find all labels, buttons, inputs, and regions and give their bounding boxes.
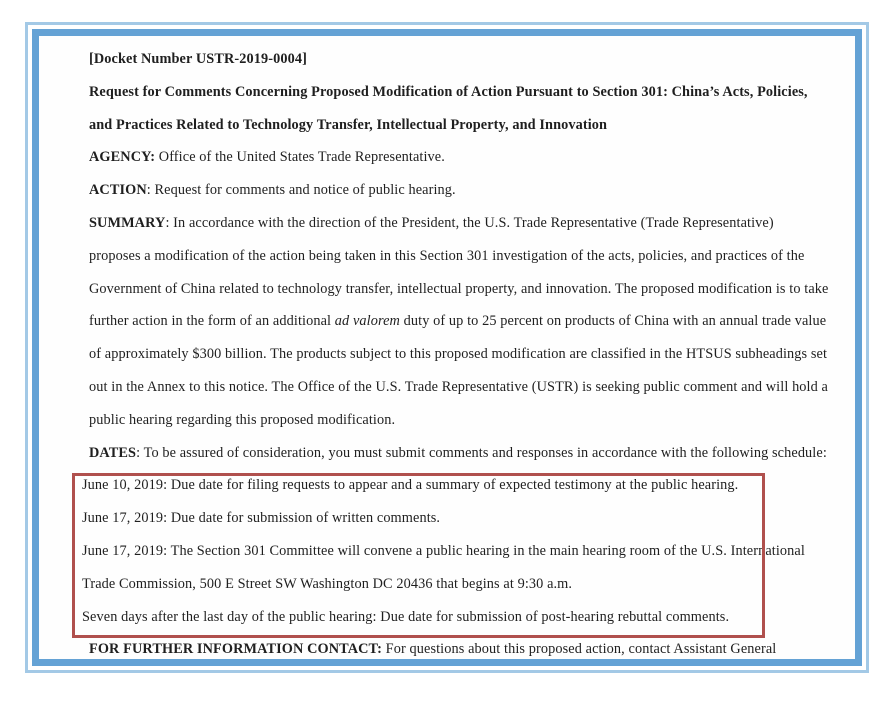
text-segment: and Practices Related to Technology Transfer, Intellectual Property, and Innovation bbox=[89, 116, 608, 133]
text-segment: Request for Comments Concerning Proposed Modification of Action Pursuant to Section 301: China’s Acts, Policies, bbox=[89, 83, 808, 100]
document-line bbox=[82, 535, 847, 568]
document-line bbox=[89, 338, 847, 371]
document-line bbox=[89, 174, 847, 207]
text-segment: June 17, 2019: Due date for submission of written comments. bbox=[82, 510, 441, 527]
text-segment: [Docket Number USTR-2019-0004] bbox=[89, 51, 307, 67]
document-line bbox=[82, 469, 847, 502]
document-page bbox=[32, 29, 862, 666]
document-line bbox=[89, 109, 847, 142]
document-line bbox=[89, 404, 847, 437]
text-segment: Office of the United States Trade Representative. bbox=[155, 149, 445, 166]
text-segment: further action in the form of an additional bbox=[89, 313, 335, 330]
document-line bbox=[89, 371, 847, 404]
text-segment: duty of up to 25 percent on products of China with an annual trade value bbox=[399, 313, 827, 330]
document-line bbox=[89, 273, 847, 306]
text-segment: : Request for comments and notice of public hearing. bbox=[146, 182, 456, 199]
text-segment: For questions about this proposed action, contact Assistant General bbox=[382, 641, 777, 658]
text-segment: Government of China related to technology transfer, intellectual property, and innovation. The proposed modification is to take bbox=[89, 280, 829, 297]
document-line bbox=[89, 633, 847, 666]
text-segment: out in the Annex to this notice. The Office of the U.S. Trade Representative (USTR) is seeking public comment and will hold a bbox=[89, 378, 829, 395]
text-segment: : In accordance with the direction of the President, the U.S. Trade Representative (Trade Representative) bbox=[165, 214, 774, 231]
text-segment: : To be assured of consideration, you must submit comments and responses in accordance with the following schedule: bbox=[136, 444, 827, 461]
document-line bbox=[89, 305, 847, 338]
text-segment: of approximately $300 billion. The products subject to this proposed modification are classified in the HTSUS subheadings set bbox=[89, 346, 828, 363]
text-segment: June 17, 2019: The Section 301 Committee will convene a public hearing in the main hearing room of the U.S. International bbox=[82, 542, 805, 559]
document-body bbox=[39, 36, 855, 666]
text-segment: proposes a modification of the action being taken in this Section 301 investigation of the acts, policies, and practices of the bbox=[89, 247, 805, 264]
text-segment: ad valorem bbox=[334, 313, 400, 330]
text-segment: public hearing regarding this proposed modification. bbox=[89, 411, 396, 428]
text-segment: Seven days after the last day of the public hearing: Due date for submission of post-hearing rebuttal comments. bbox=[82, 608, 730, 625]
text-segment: FOR FURTHER INFORMATION CONTACT: bbox=[89, 641, 382, 658]
text-segment: DATES bbox=[89, 444, 137, 461]
document-line bbox=[89, 437, 847, 470]
text-segment: AGENCY: bbox=[89, 149, 156, 166]
document-line bbox=[89, 240, 847, 273]
text-segment: Trade Commission, 500 E Street SW Washington DC 20436 that begins at 9:30 a.m. bbox=[82, 575, 573, 592]
text-segment: ACTION bbox=[89, 182, 147, 199]
document-line bbox=[82, 601, 847, 634]
document-line bbox=[89, 141, 847, 174]
text-segment: SUMMARY bbox=[89, 214, 166, 231]
document-line bbox=[82, 502, 847, 535]
document-line bbox=[82, 568, 847, 601]
text-segment: June 10, 2019: Due date for filing requests to appear and a summary of expected testimony at the public hearing. bbox=[82, 477, 739, 494]
document-line bbox=[89, 207, 847, 240]
document-line bbox=[89, 76, 847, 109]
page-border-outer bbox=[25, 22, 869, 673]
document-line bbox=[89, 43, 847, 76]
